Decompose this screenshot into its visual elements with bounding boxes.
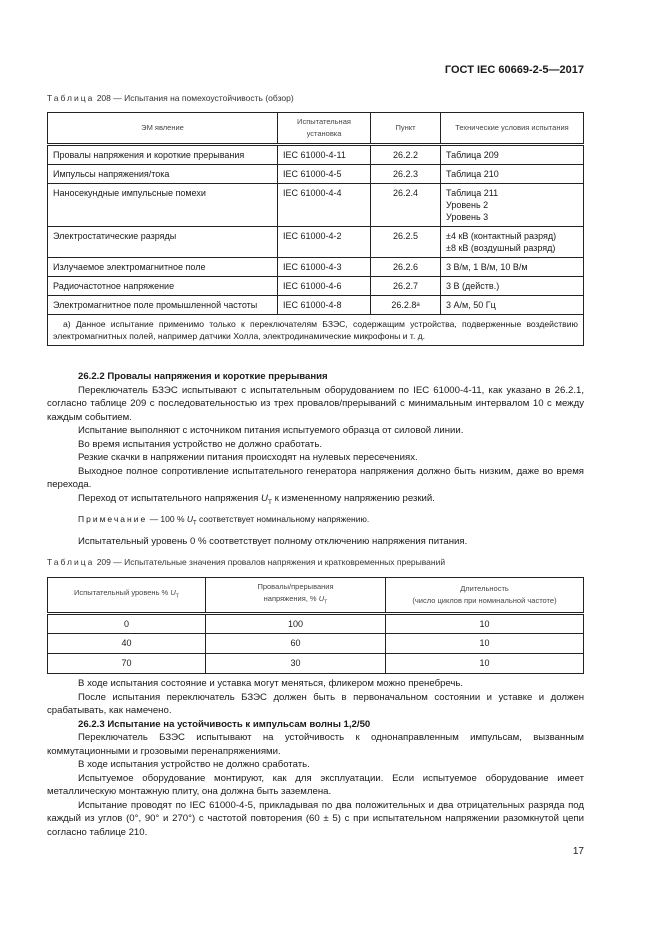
table-row bbox=[48, 653, 584, 673]
table-cell: IEC 61000-4-3 bbox=[278, 258, 371, 277]
table-cell: 26.2.8ᵃ bbox=[371, 296, 441, 315]
symbol-sub: T bbox=[324, 599, 328, 606]
table-cell: 30 bbox=[206, 653, 386, 673]
text: к измененному напряжению резкий. bbox=[272, 492, 435, 504]
table-cell: IEC 61000-4-6 bbox=[278, 277, 371, 296]
table-208-caption bbox=[47, 93, 584, 103]
table-cell: 26.2.3 bbox=[371, 165, 441, 184]
table-cell: Импульсы напряжения/тока bbox=[48, 165, 278, 184]
text: (число циклов при номинальной частоте) bbox=[412, 595, 557, 605]
paragraph: Переключатель БЗЭС испытывают на устойчивость к однонаправленным импульсам, вызванным коммутационными и грозовыми перенапряжениями. bbox=[47, 732, 584, 757]
caption-label: Таблица bbox=[47, 93, 95, 103]
table-cell: IEC 61000-4-2 bbox=[278, 227, 371, 258]
table-cell: Электромагнитное поле промышленной частоты bbox=[48, 296, 278, 315]
text: соответствует номинальному напряжению. bbox=[196, 513, 370, 524]
text: — 100 % bbox=[147, 513, 187, 524]
table-208-block bbox=[47, 93, 584, 346]
text: Длительность bbox=[460, 583, 509, 593]
section-heading: 26.2.2 Провалы напряжения и короткие прерывания bbox=[78, 371, 328, 382]
table-cell: 0 bbox=[48, 613, 206, 633]
table-cell: 26.2.4 bbox=[371, 184, 441, 227]
table-cell: IEC 61000-4-8 bbox=[278, 296, 371, 315]
paragraph: Испытание выполняют с источником питания испытуемого образца от силовой линии. bbox=[78, 425, 464, 436]
page-number: 17 bbox=[572, 846, 584, 857]
paragraph: Испытание проводят по IEC 61000-4-5, прикладывая по два положительных и два отрицательных разряда под каждый из углов (0°, 90° и 270°) с частотой повторения (60 ± 5) с при испытательном напряжении разомкнутой цепи согласно таблице 210. bbox=[47, 799, 584, 838]
table-cell: 26.2.6 bbox=[371, 258, 441, 277]
table-cell: IEC 61000-4-4 bbox=[278, 184, 371, 227]
table-cell: IEC 61000-4-11 bbox=[278, 145, 371, 165]
note-label: Примечание bbox=[78, 513, 148, 524]
table-row bbox=[48, 633, 584, 653]
symbol-u: U bbox=[170, 588, 176, 597]
symbol-sub: T bbox=[267, 498, 273, 506]
symbol-sub: T bbox=[193, 520, 197, 527]
table-209 bbox=[47, 577, 584, 674]
text: Испытательный уровень % bbox=[74, 588, 171, 597]
table-row bbox=[48, 277, 584, 296]
paragraph: Резкие скачки в напряжении питания происходят на нулевых пересечениях. bbox=[78, 452, 418, 463]
caption-text: 209 — Испытательные значения провалов напряжения и кратковременных прерываний bbox=[96, 557, 446, 567]
table-cell: 60 bbox=[206, 633, 386, 653]
table-cell: 26.2.2 bbox=[371, 145, 441, 165]
table-cell: 70 bbox=[48, 653, 206, 673]
table-row bbox=[48, 258, 584, 277]
col-header bbox=[206, 578, 386, 614]
table-cell: Таблица 209 bbox=[441, 145, 584, 165]
table-cell: Таблица 210 bbox=[441, 165, 584, 184]
paragraph: В ходе испытания устройство не должно сработать. bbox=[78, 759, 310, 770]
paragraph: Во время испытания устройство не должно сработать. bbox=[78, 438, 322, 450]
table-cell: 26.2.5 bbox=[371, 227, 441, 258]
table-209-block bbox=[47, 557, 584, 674]
table-cell: 100 bbox=[206, 613, 386, 633]
symbol-sub: T bbox=[175, 593, 179, 600]
table-row bbox=[48, 613, 584, 633]
table-cell: 26.2.7 bbox=[371, 277, 441, 296]
note bbox=[47, 513, 584, 531]
paragraph: Испытуемое оборудование монтируют, как для эксплуатации. Если испытуемое оборудование имеет металлическую монтажную плиту, она должна быть заземлена. bbox=[47, 772, 584, 797]
col-header bbox=[48, 578, 206, 614]
table-cell: 40 bbox=[48, 633, 206, 653]
col-header: Технические условия испытания bbox=[441, 113, 584, 145]
table-cell: Таблица 211 Уровень 2 Уровень 3 bbox=[441, 184, 584, 227]
section-heading: 26.2.3 Испытание на устойчивость к импульсам волны 1,2/50 bbox=[78, 718, 371, 730]
table-row bbox=[48, 227, 584, 258]
table-row bbox=[48, 184, 584, 227]
table-cell: 3 А/м, 50 Гц bbox=[441, 296, 584, 315]
table-cell: 10 bbox=[386, 613, 584, 633]
table-cell: Наносекундные импульсные помехи bbox=[48, 184, 278, 227]
col-header: ЭМ явление bbox=[48, 113, 278, 145]
paragraph: Испытательный уровень 0 % соответствует полному отключению напряжения питания. bbox=[78, 536, 468, 548]
table-cell: 3 В (действ.) bbox=[441, 277, 584, 296]
paragraph: После испытания переключатель БЗЭС должен быть в первоначальном состоянии и уставке и должен срабатывать, как намечено. bbox=[47, 691, 584, 716]
table-cell: Провалы напряжения и короткие прерывания bbox=[48, 145, 278, 165]
paragraph: Переключатель БЗЭС испытывают с испытательным оборудованием по IEC 61000-4-11, как указано в 26.2.1, согласно таблице 209 с последовательностью из трех провалов/прерываний с минимальным интервалом 10 с между каждым событием. bbox=[47, 384, 584, 423]
symbol-u: U bbox=[260, 492, 268, 504]
section-26-2-2 bbox=[47, 370, 584, 549]
table-row bbox=[48, 165, 584, 184]
symbol-u: U bbox=[318, 594, 325, 603]
paragraph: В ходе испытания состояние и уставка могут меняться, фликером можно пренебречь. bbox=[78, 678, 464, 689]
col-header: Пункт bbox=[371, 113, 441, 145]
col-header: Испытательная установка bbox=[278, 113, 371, 145]
paragraph bbox=[47, 492, 584, 509]
table-209-caption bbox=[47, 557, 584, 567]
caption-text: 208 — Испытания на помехоустойчивость (обзор) bbox=[96, 93, 294, 103]
paragraph: Выходное полное сопротивление испытательного генератора напряжения должно быть низким, даже во время перехода. bbox=[47, 465, 584, 490]
table-cell: Электростатические разряды bbox=[48, 227, 278, 258]
table-cell: ±4 кВ (контактный разряд) ±8 кВ (воздушный разряд) bbox=[441, 227, 584, 258]
table-row bbox=[48, 145, 584, 165]
text: Провалы/прерывания bbox=[257, 582, 334, 591]
symbol-u: U bbox=[186, 513, 194, 524]
table-row bbox=[48, 296, 584, 315]
text: Переход от испытательного напряжения bbox=[78, 492, 261, 504]
table-cell: 3 В/м, 1 В/м, 10 В/м bbox=[441, 258, 584, 277]
text: напряжения, % bbox=[263, 594, 319, 603]
standard-header: ГОСТ IEC 60669-2-5—2017 bbox=[444, 64, 584, 76]
table-cell: 10 bbox=[386, 633, 584, 653]
section-26-2-3 bbox=[47, 677, 584, 839]
table-cell: Радиочастотное напряжение bbox=[48, 277, 278, 296]
table-cell: Излучаемое электромагнитное поле bbox=[48, 258, 278, 277]
table-cell: 10 bbox=[386, 653, 584, 673]
col-header bbox=[386, 578, 584, 614]
table-cell: IEC 61000-4-5 bbox=[278, 165, 371, 184]
table-208 bbox=[47, 112, 584, 346]
table-footnote: а) Данное испытание применимо только к переключателям БЗЭС, содержащим устройства, подверженные воздействию электромагнитных полей, например датчики Холла, электродинамические микрофоны и т. д. bbox=[48, 315, 584, 346]
caption-label: Таблица bbox=[47, 557, 95, 567]
